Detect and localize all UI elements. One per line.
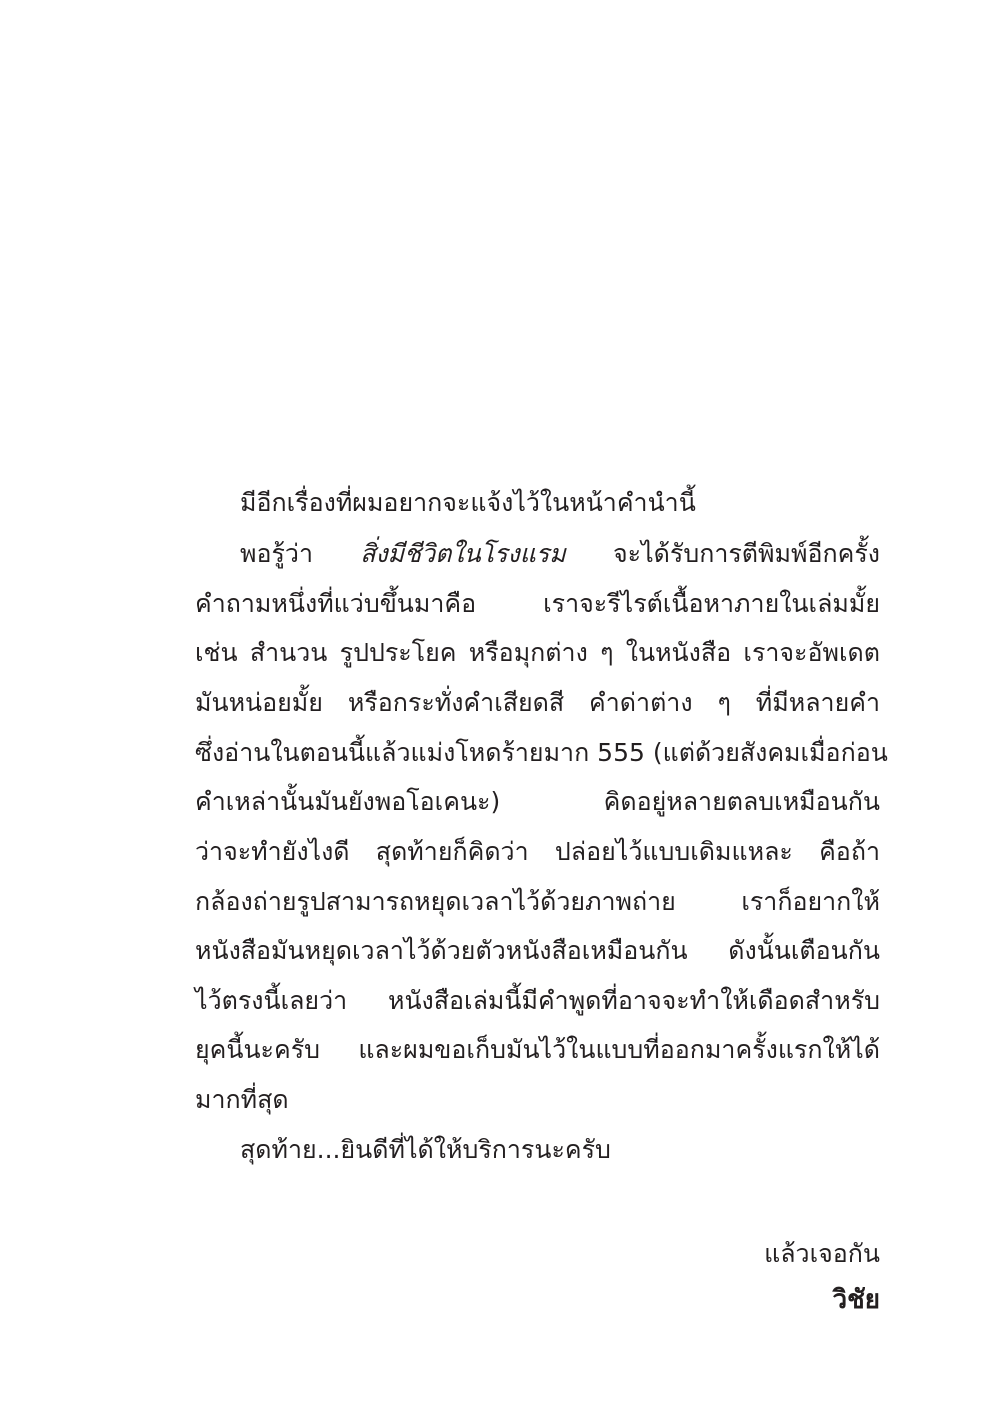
paragraph-2-line-10: ไว้ตรงนี้เลยว่า หนังสือเล่มนี้มีคำพูดที่อาจจะทำให้เดือดสำหรับ — [195, 986, 880, 1015]
paragraph-2-line-12: มากที่สุด — [195, 1085, 289, 1114]
paragraph-1-line: มีอีกเรื่องที่ผมอยากจะแจ้งไว้ในหน้าคำนำนี้ — [240, 488, 696, 517]
paragraph-2-suffix: จะได้รับการตีพิมพ์อีกครั้ง — [613, 539, 880, 568]
paragraph-2-line-8: กล้องถ่ายรูปสามารถหยุดเวลาไว้ด้วยภาพถ่าย เราก็อยากให้ — [195, 887, 880, 916]
paragraph-2-line-2: คำถามหนึ่งที่แว่บขึ้นมาคือ เราจะรีไรต์เนื้อหาภายในเล่มมั้ย — [195, 589, 880, 618]
closing-text: แล้วเจอกัน — [764, 1239, 880, 1268]
paragraph-2-line-3: เช่น สำนวน รูปประโยค หรือมุกต่าง ๆ ในหนังสือ เราจะอัพเดต — [195, 638, 880, 667]
paragraph-2-line-4: มันหน่อยมั้ย หรือกระทั่งคำเสียดสี คำด่าต่าง ๆ ที่มีหลายคำ — [195, 688, 880, 717]
book-title: สิ่งมีชีวิตในโรงแรม — [360, 539, 566, 568]
author-name: วิชัย — [832, 1285, 880, 1315]
paragraph-2-prefix: พอรู้ว่า — [240, 539, 313, 568]
paragraph-2-line-11: ยุคนี้นะครับ และผมขอเก็บมันไว้ในแบบที่ออกมาครั้งแรกให้ได้ — [195, 1035, 880, 1064]
paragraph-2-line-7: ว่าจะทำยังไงดี สุดท้ายก็คิดว่า ปล่อยไว้แบบเดิมแหละ คือถ้า — [195, 837, 880, 866]
paragraph-2-line-5: ซึ่งอ่านในตอนนี้แล้วแม่งโหดร้ายมาก 555 (แต่ด้วยสังคมเมื่อก่อน — [195, 738, 888, 767]
paragraph-3-line: สุดท้าย...ยินดีที่ได้ให้บริการนะครับ — [240, 1135, 611, 1164]
paragraph-2-line-6: คำเหล่านั้นมันยังพอโอเคนะ) คิดอยู่หลายตลบเหมือนกัน — [195, 787, 880, 816]
paragraph-2-line-1 — [240, 534, 880, 574]
paragraph-2-line-9: หนังสือมันหยุดเวลาไว้ด้วยตัวหนังสือเหมือนกัน ดังนั้นเตือนกัน — [195, 936, 880, 965]
